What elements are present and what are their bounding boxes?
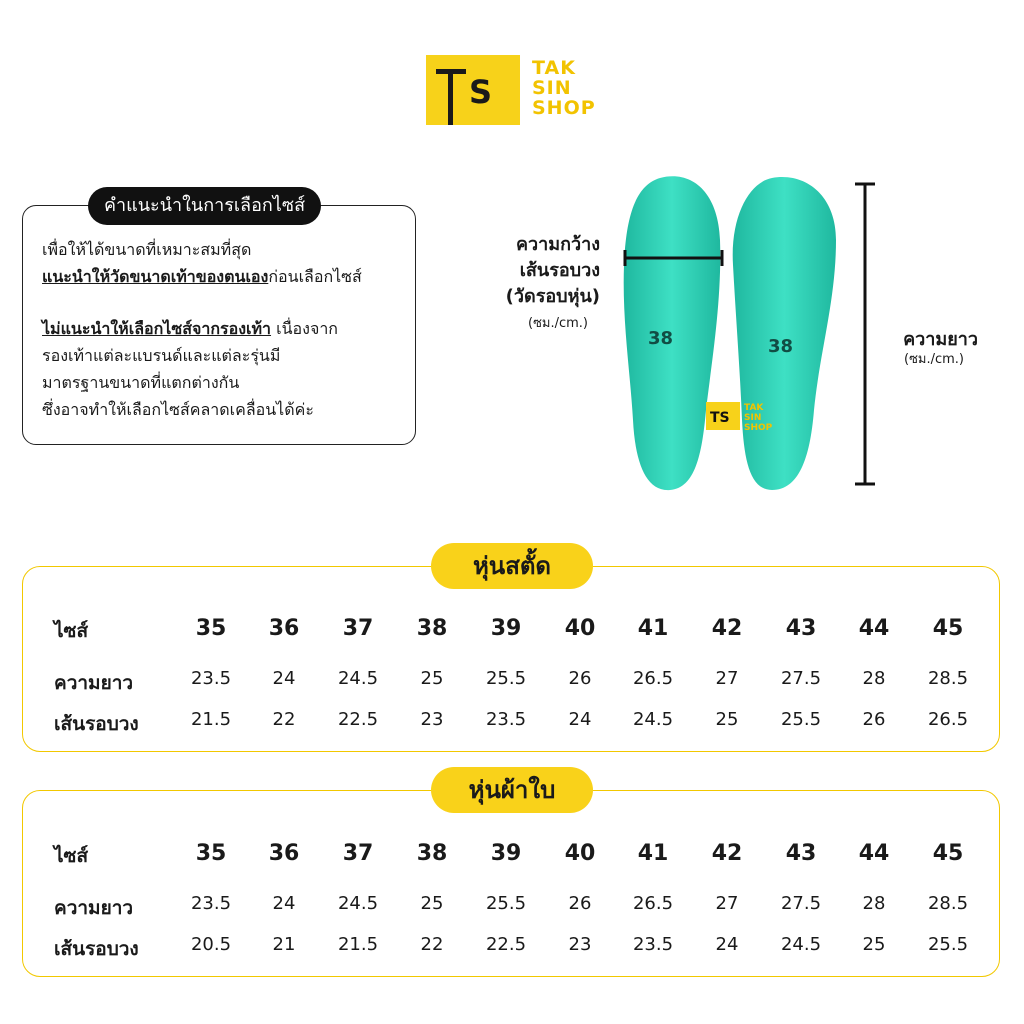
size-row-label: ไซส์ <box>54 845 89 867</box>
logo-line-1: TAK <box>532 57 576 79</box>
length-cell: 28.5 <box>927 893 969 914</box>
guide-line-5: มาตรฐานขนาดที่แตกต่างกัน <box>42 373 240 392</box>
girth-cell: 24.5 <box>780 934 822 955</box>
length-cell: 25 <box>420 893 444 914</box>
length-cell: 27 <box>715 668 739 689</box>
last-logo-text-1: TAK <box>744 403 764 413</box>
size-cell: 45 <box>932 616 964 641</box>
girth-cell: 22 <box>272 709 296 730</box>
length-cell: 26.5 <box>632 668 674 689</box>
length-cell: 27 <box>715 893 739 914</box>
guide-line-2 <box>42 263 412 290</box>
last-logo-mark: TS <box>710 410 730 426</box>
length-cell: 24.5 <box>337 668 379 689</box>
length-cell: 26 <box>568 668 592 689</box>
guide-line-4: รองเท้าแต่ละแบรนด์และแต่ละรุ่นมี <box>42 346 281 365</box>
length-cell: 24 <box>272 668 296 689</box>
girth-row <box>54 934 994 964</box>
girth-row <box>54 709 994 739</box>
girth-cell: 22.5 <box>485 934 527 955</box>
logo-mark-s: S <box>469 73 493 111</box>
length-cell: 28 <box>862 893 886 914</box>
width-label-line-3: (วัดรอบหุ่น) <box>505 286 600 307</box>
size-cell: 44 <box>858 841 890 866</box>
girth-cell: 23 <box>568 934 592 955</box>
ts-logo-mark <box>426 55 520 125</box>
size-row-label: ไซส์ <box>54 620 89 642</box>
girth-cell: 25.5 <box>927 934 969 955</box>
guide-line-2-emphasis: แนะนำให้วัดขนาดเท้าของตนเอง <box>42 267 269 286</box>
girth-cell: 22 <box>420 934 444 955</box>
guide-line-3-emphasis: ไม่แนะนำให้เลือกไซส์จากรองเท้า <box>42 319 272 338</box>
size-cell: 40 <box>564 616 596 641</box>
length-cell: 26 <box>568 893 592 914</box>
size-row <box>54 841 994 871</box>
shoe-last-illustration <box>600 170 900 500</box>
size-cell: 37 <box>342 841 374 866</box>
size-cell: 43 <box>785 616 817 641</box>
guide-line-3 <box>42 315 412 342</box>
length-cell: 27.5 <box>780 893 822 914</box>
length-label: ความยาว <box>903 329 978 350</box>
length-cell: 23.5 <box>190 668 232 689</box>
guide-line-3-rest: เนื่องจาก <box>271 319 338 338</box>
girth-row-label: เส้นรอบวง <box>54 938 139 960</box>
girth-row-label: เส้นรอบวง <box>54 713 139 735</box>
length-cell: 25 <box>420 668 444 689</box>
length-row <box>54 893 994 923</box>
length-cell: 24.5 <box>337 893 379 914</box>
length-cell: 28 <box>862 668 886 689</box>
size-cell: 44 <box>858 616 890 641</box>
size-cell: 39 <box>490 616 522 641</box>
girth-cell: 26.5 <box>927 709 969 730</box>
length-cell: 23.5 <box>190 893 232 914</box>
logo-line-3: SHOP <box>532 97 596 119</box>
length-row-label: ความยาว <box>54 897 134 919</box>
size-cell: 35 <box>195 841 227 866</box>
girth-cell: 24 <box>568 709 592 730</box>
size-cell: 36 <box>268 841 300 866</box>
last-logo-text-3: SHOP <box>744 423 773 433</box>
size-cell: 38 <box>416 616 448 641</box>
size-cell: 41 <box>637 616 669 641</box>
girth-cell: 24.5 <box>632 709 674 730</box>
width-label <box>440 232 600 310</box>
guide-text <box>42 236 412 423</box>
girth-cell: 21 <box>272 934 296 955</box>
girth-cell: 25.5 <box>780 709 822 730</box>
length-cell: 28.5 <box>927 668 969 689</box>
size-cell: 36 <box>268 616 300 641</box>
shoe-last-right <box>733 177 836 490</box>
brand-logo <box>426 55 520 125</box>
girth-cell: 21.5 <box>190 709 232 730</box>
girth-cell: 21.5 <box>337 934 379 955</box>
size-cell: 43 <box>785 841 817 866</box>
size-cell: 42 <box>711 841 743 866</box>
girth-cell: 25 <box>862 934 886 955</box>
logo-wordmark <box>532 58 596 118</box>
logo-line-2: SIN <box>532 77 572 99</box>
last-number-right: 38 <box>768 336 794 357</box>
girth-cell: 23 <box>420 709 444 730</box>
girth-cell: 23.5 <box>632 934 674 955</box>
girth-cell: 20.5 <box>190 934 232 955</box>
size-cell: 37 <box>342 616 374 641</box>
last-logo-text-2: SIN <box>744 413 762 423</box>
size-cell: 40 <box>564 841 596 866</box>
guide-line-2-rest: ก่อนเลือกไซส์ <box>268 267 362 286</box>
size-cell: 41 <box>637 841 669 866</box>
size-cell: 38 <box>416 841 448 866</box>
last-number-left: 38 <box>648 328 674 349</box>
girth-cell: 24 <box>715 934 739 955</box>
girth-cell: 23.5 <box>485 709 527 730</box>
guide-title: คำแนะนำในการเลือกไซส์ <box>88 187 321 225</box>
size-cell: 45 <box>932 841 964 866</box>
length-cell: 25.5 <box>485 668 527 689</box>
size-cell: 42 <box>711 616 743 641</box>
length-cell: 27.5 <box>780 668 822 689</box>
guide-line-1: เพื่อให้ได้ขนาดที่เหมาะสมที่สุด <box>42 240 252 259</box>
girth-cell: 26 <box>862 709 886 730</box>
width-label-line-2: เส้นรอบวง <box>519 260 600 281</box>
width-label-line-1: ความกว้าง <box>515 234 600 255</box>
size-cell: 35 <box>195 616 227 641</box>
size-table-title-2: หุ่นผ้าใบ <box>431 767 593 813</box>
length-row-label: ความยาว <box>54 672 134 694</box>
girth-cell: 22.5 <box>337 709 379 730</box>
length-row <box>54 668 994 698</box>
girth-cell: 25 <box>715 709 739 730</box>
length-cell: 24 <box>272 893 296 914</box>
length-cell: 25.5 <box>485 893 527 914</box>
length-unit: (ซม./cm.) <box>904 352 964 367</box>
guide-line-6: ซึ่งอาจทำให้เลือกไซส์คลาดเคลื่อนได้ค่ะ <box>42 400 314 419</box>
size-row <box>54 616 994 646</box>
size-table-title-1: หุ่นสตั้ด <box>431 543 593 589</box>
width-unit: (ซม./cm.) <box>528 316 588 331</box>
size-cell: 39 <box>490 841 522 866</box>
length-cell: 26.5 <box>632 893 674 914</box>
